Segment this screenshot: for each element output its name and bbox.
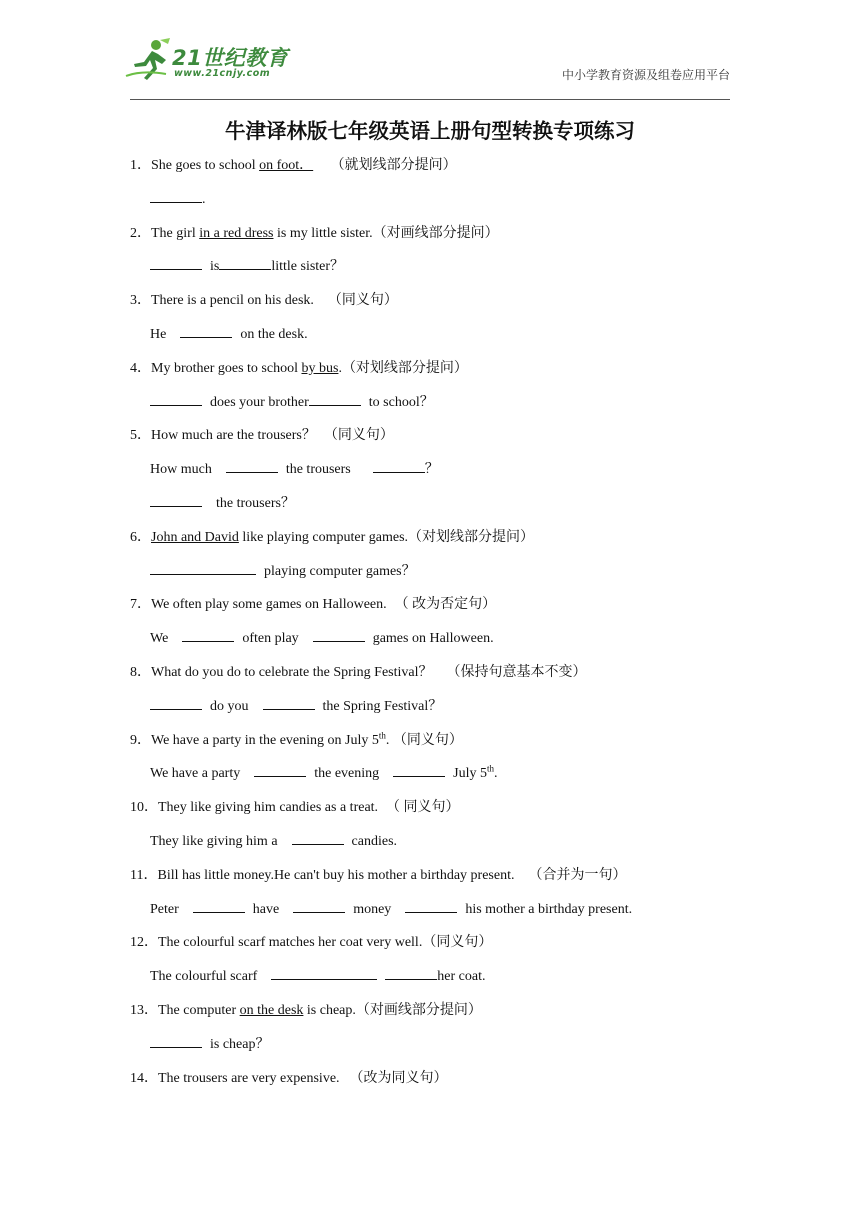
answer-line — [130, 389, 730, 423]
answer-text: the trousers？ — [216, 495, 295, 511]
answer-blank[interactable] — [150, 695, 202, 710]
runner-logo-icon — [122, 36, 174, 84]
answer-text: ？ — [424, 462, 439, 478]
instruction: （同义句） — [422, 935, 493, 951]
instruction: like playing computer games.（对划线部分提问） — [238, 529, 535, 545]
header-divider — [130, 99, 730, 100]
answer-text: We — [150, 631, 169, 647]
instruction: （同义句） — [323, 428, 394, 444]
answer-text: money — [353, 901, 392, 917]
instruction: （保持句意基本不变） — [446, 664, 587, 680]
answer-text: does your brother — [210, 394, 309, 410]
answer-text: is — [210, 259, 220, 275]
answer-text: . — [202, 191, 206, 207]
question-14 — [130, 1065, 730, 1099]
question-text: There is a pencil on his desk. — [151, 293, 314, 309]
question-text: They like giving him candies as a treat. — [158, 800, 379, 816]
page-title: 牛津译林版七年级英语上册句型转换专项练习 — [225, 119, 635, 143]
answer-line — [130, 963, 730, 997]
instruction: （ 改为否定句） — [394, 597, 497, 613]
instruction: is my little sister.（对画线部分提问） — [273, 225, 499, 241]
question-8 — [130, 659, 730, 693]
answer-text: do you — [210, 698, 249, 714]
question-text: The computer — [158, 1002, 240, 1018]
question-text: What do you do to celebrate the Spring Festival？ — [151, 664, 433, 680]
answer-blank[interactable] — [193, 898, 245, 913]
instruction: （同义句） — [327, 293, 398, 309]
question-number: 2． — [130, 225, 151, 241]
answer-text: How much — [150, 462, 212, 478]
underlined-part: John and David — [151, 529, 239, 545]
answer-blank[interactable] — [405, 898, 457, 913]
answer-line — [130, 896, 730, 930]
answer-blank[interactable] — [254, 762, 306, 777]
answer-line — [130, 558, 730, 592]
logo-url: www.21cnjy.com — [174, 68, 271, 79]
answer-line — [130, 321, 730, 355]
question-11 — [130, 862, 730, 896]
answer-blank[interactable] — [150, 492, 202, 507]
answer-text: her coat. — [437, 969, 486, 985]
question-number: 13． — [130, 1002, 158, 1018]
question-10 — [130, 794, 730, 828]
answer-blank[interactable] — [150, 560, 256, 575]
question-text: She goes to school — [151, 158, 260, 173]
instruction: （改为同义句） — [349, 1070, 448, 1086]
question-number: 3． — [130, 293, 151, 309]
answer-blank[interactable] — [150, 391, 202, 406]
answer-text: playing computer games？ — [264, 563, 416, 579]
question-number: 7． — [130, 597, 151, 613]
platform-name: 中小学教育资源及组卷应用平台 — [561, 68, 730, 82]
answer-line — [130, 490, 730, 524]
instruction: is cheap.（对画线部分提问） — [303, 1002, 482, 1018]
answer-blank[interactable] — [271, 965, 377, 980]
answer-blank[interactable] — [293, 898, 345, 913]
answer-text: They like giving him a — [150, 833, 278, 849]
instruction: （就划线部分提问） — [327, 158, 457, 173]
question-text: The colourful scarf matches her coat very well. — [158, 935, 423, 951]
answer-text: Peter — [150, 901, 179, 917]
question-12 — [130, 929, 730, 963]
answer-blank[interactable] — [313, 627, 365, 642]
question-number: 9． — [130, 732, 151, 748]
answer-line — [130, 253, 730, 287]
answer-text: the Spring Festival？ — [322, 698, 443, 714]
answer-blank[interactable] — [226, 458, 278, 473]
underlined-part: on the desk — [239, 1002, 304, 1018]
answer-blank[interactable] — [263, 695, 315, 710]
question-text: The trousers are very expensive. — [158, 1070, 340, 1086]
instruction: . （同义句） — [385, 732, 463, 748]
question-text: How much are the trousers？ — [151, 428, 316, 444]
answer-blank[interactable] — [150, 188, 202, 203]
questions-list — [130, 152, 730, 1098]
answer-text: the trousers — [285, 462, 351, 478]
question-number: 6． — [130, 529, 151, 545]
logo-text: 21世纪教育 — [172, 46, 289, 70]
superscript: th — [378, 729, 386, 740]
instruction: （ 同义句） — [386, 800, 460, 816]
answer-blank[interactable] — [292, 830, 344, 845]
answer-text: little sister？ — [271, 259, 345, 275]
question-6 — [130, 524, 730, 558]
answer-text: is cheap？ — [210, 1036, 270, 1052]
answer-text: He — [150, 326, 167, 342]
question-number: 8． — [130, 664, 151, 680]
question-number: 11． — [130, 867, 158, 883]
question-number: 5． — [130, 428, 151, 444]
answer-blank[interactable] — [182, 627, 234, 642]
underlined-part: by bus — [301, 360, 339, 376]
question-number: 14． — [130, 1070, 158, 1086]
answer-line — [130, 186, 730, 220]
answer-text: . — [494, 766, 498, 782]
question-text: The girl — [151, 225, 200, 241]
question-number: 1． — [130, 158, 151, 173]
answer-text: have — [252, 901, 280, 917]
instruction: （合并为一句） — [528, 867, 627, 883]
answer-line — [130, 693, 730, 727]
answer-text: to school？ — [368, 394, 434, 410]
answer-text: often play — [242, 631, 299, 647]
question-1 — [130, 152, 730, 186]
question-4 — [130, 355, 730, 389]
answer-blank[interactable] — [393, 762, 445, 777]
logo — [122, 36, 292, 84]
question-number: 4． — [130, 360, 151, 376]
answer-blank[interactable] — [150, 1033, 202, 1048]
question-3 — [130, 287, 730, 321]
answer-blank[interactable] — [219, 255, 271, 270]
instruction: .（对划线部分提问） — [338, 360, 468, 376]
question-text: My brother goes to school — [151, 360, 302, 376]
answer-text: candies. — [351, 833, 398, 849]
question-9 — [130, 727, 730, 761]
question-text: Bill has little money.He can't buy his mother a birthday present. — [157, 867, 515, 883]
underlined-part: on foot． — [259, 158, 314, 173]
answer-text: The colourful scarf — [150, 969, 258, 985]
answer-blank[interactable] — [309, 391, 361, 406]
underlined-part: in a red dress — [199, 225, 274, 241]
question-number: 12． — [130, 935, 158, 951]
answer-line — [130, 456, 730, 490]
answer-text: July 5 — [453, 766, 487, 782]
answer-blank[interactable] — [180, 323, 232, 338]
answer-line — [130, 625, 730, 659]
question-5 — [130, 422, 730, 456]
question-7 — [130, 591, 730, 625]
question-text: We often play some games on Halloween. — [151, 597, 387, 613]
answer-text: on the desk. — [240, 326, 308, 342]
question-text: We have a party in the evening on July 5 — [151, 732, 379, 748]
answer-line — [130, 828, 730, 862]
answer-text: his mother a birthday present. — [465, 901, 633, 917]
answer-line — [130, 760, 730, 794]
question-2 — [130, 220, 730, 254]
question-13 — [130, 997, 730, 1031]
page-header — [122, 36, 730, 100]
superscript: th — [486, 763, 494, 774]
answer-blank[interactable] — [150, 255, 202, 270]
answer-line — [130, 1031, 730, 1065]
answer-text: We have a party — [150, 766, 241, 782]
question-number: 10． — [130, 800, 158, 816]
answer-blank[interactable] — [385, 965, 437, 980]
answer-blank[interactable] — [373, 458, 425, 473]
answer-text: the evening — [314, 766, 380, 782]
answer-text: games on Halloween. — [372, 631, 494, 647]
